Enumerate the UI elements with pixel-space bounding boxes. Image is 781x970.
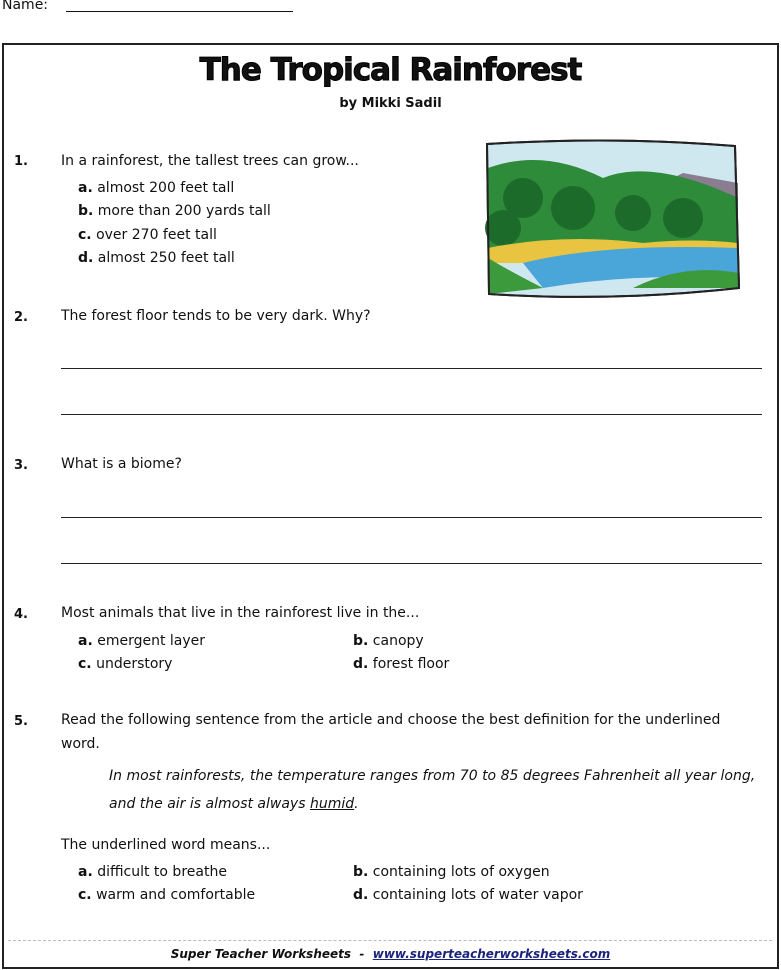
option-letter: a. — [78, 864, 93, 880]
answer-line[interactable] — [61, 368, 762, 369]
question-text: In a rainforest, the tallest trees can grow... — [61, 153, 359, 169]
question-text-cont: word. — [61, 736, 100, 752]
option-letter: b. — [78, 203, 94, 219]
footer — [0, 947, 781, 961]
name-label: Name: — [2, 0, 49, 13]
option-text: containing lots of oxygen — [372, 864, 550, 880]
option-text: understory — [96, 656, 173, 672]
option[interactable] — [78, 250, 235, 266]
option[interactable] — [78, 864, 227, 880]
name-input-line[interactable] — [66, 11, 293, 12]
question-text: Read the following sentence from the article and choose the best definition for the underlined — [61, 712, 721, 728]
option[interactable] — [78, 227, 217, 243]
option-text: containing lots of water vapor — [372, 887, 583, 903]
answer-line[interactable] — [61, 517, 762, 518]
question-text: What is a biome? — [61, 456, 182, 472]
answer-line[interactable] — [61, 563, 762, 564]
quote-text: . — [354, 796, 359, 812]
option-letter: a. — [78, 180, 93, 196]
option[interactable] — [78, 887, 255, 903]
option-letter: b. — [353, 633, 369, 649]
footer-divider — [8, 940, 772, 941]
option-letter: d. — [353, 887, 369, 903]
underlined-word: humid — [309, 796, 355, 812]
quote-line — [109, 796, 359, 812]
option-text: almost 200 feet tall — [97, 180, 235, 196]
option-text: canopy — [372, 633, 424, 649]
question-number: 3. — [14, 458, 28, 473]
quote-line: In most rainforests, the temperature ranges from 70 to 85 degrees Fahrenheit all year long, — [109, 768, 756, 784]
question-number: 1. — [14, 154, 28, 169]
option[interactable] — [78, 180, 234, 196]
option-text: almost 250 feet tall — [97, 250, 235, 266]
page-title: The Tropical Rainforest — [199, 52, 582, 88]
option[interactable] — [353, 656, 449, 672]
option[interactable] — [353, 633, 424, 649]
option-text: emergent layer — [97, 633, 206, 649]
question-number: 2. — [14, 310, 28, 325]
quote-text: and the air is almost always — [109, 796, 310, 812]
answer-line[interactable] — [61, 414, 762, 415]
option-text: forest floor — [372, 656, 450, 672]
option[interactable] — [78, 203, 271, 219]
question-text: The forest floor tends to be very dark. Why? — [61, 308, 371, 324]
question-number: 4. — [14, 607, 28, 622]
rainforest-illustration — [483, 138, 741, 299]
question-text: Most animals that live in the rainforest live in the... — [61, 605, 420, 621]
option[interactable] — [78, 633, 205, 649]
option-text: warm and comfortable — [96, 887, 256, 903]
option-letter: d. — [78, 250, 94, 266]
option-text: more than 200 yards tall — [97, 203, 271, 219]
footer-link[interactable]: www.superteacherworksheets.com — [372, 947, 611, 961]
option[interactable] — [353, 864, 550, 880]
option[interactable] — [353, 887, 583, 903]
option-letter: a. — [78, 633, 93, 649]
option-letter: c. — [78, 887, 92, 903]
option-letter: d. — [353, 656, 369, 672]
option-letter: b. — [353, 864, 369, 880]
footer-separator: - — [359, 947, 365, 961]
option-text: difficult to breathe — [97, 864, 227, 880]
prompt-text: The underlined word means... — [61, 837, 271, 853]
author: by Mikki Sadil — [339, 96, 442, 111]
option-letter: c. — [78, 227, 92, 243]
footer-brand: Super Teacher Worksheets — [170, 947, 352, 961]
option[interactable] — [78, 656, 172, 672]
option-letter: c. — [78, 656, 92, 672]
question-number: 5. — [14, 714, 28, 729]
option-text: over 270 feet tall — [96, 227, 217, 243]
